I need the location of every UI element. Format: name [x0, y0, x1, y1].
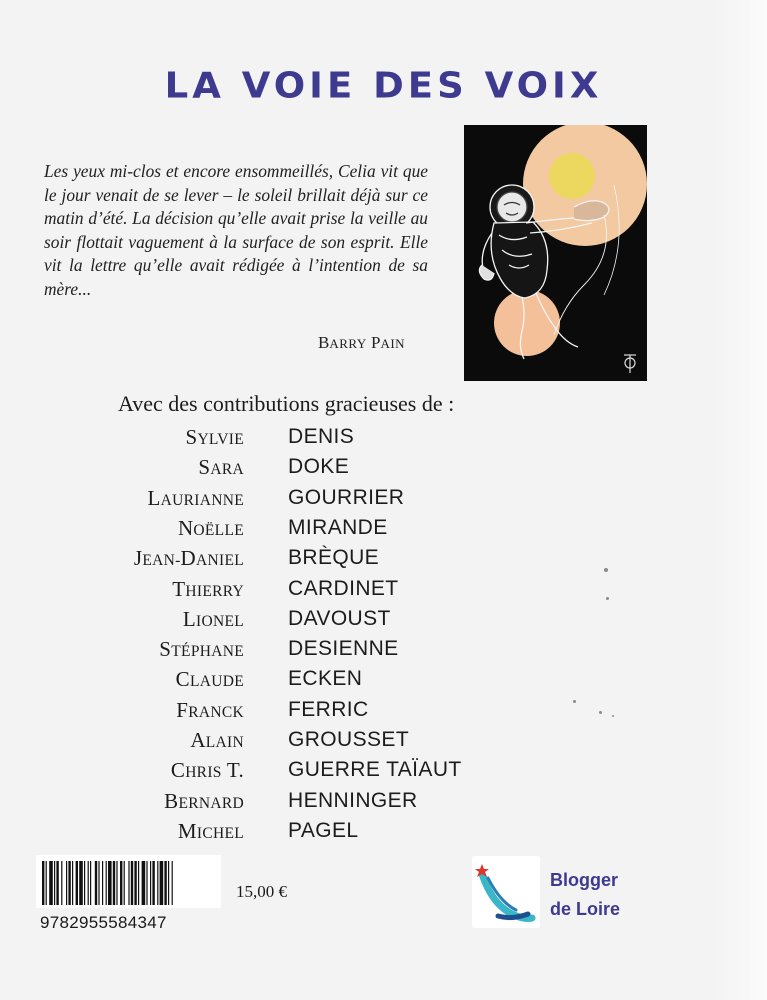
barcode-bars — [36, 855, 221, 908]
publisher-name-line1: Blogger — [550, 870, 619, 890]
contributor-row — [0, 637, 767, 667]
contributor-first-name: ALAIN — [190, 728, 244, 752]
contributor-last-name: GOURRIER — [288, 485, 405, 509]
contributor-last-name: DESIENNE — [288, 637, 399, 661]
barcode-bar — [157, 861, 158, 905]
contributor-first-name: SYLVIE — [185, 425, 244, 449]
contributor-first-name: JEAN-DANIEL — [133, 546, 244, 571]
barcode-bar — [76, 861, 78, 905]
contributor-row — [0, 486, 767, 516]
contributor-first-name: THIERRY — [172, 576, 244, 601]
blurb-author: BARRY PAIN — [318, 333, 406, 352]
contributor-first-name: FRANCK — [176, 697, 244, 722]
barcode-bar — [150, 861, 151, 905]
contributor-row — [0, 667, 767, 697]
barcode-bar — [138, 861, 139, 905]
contributor-first-name: BERNARD — [164, 788, 244, 813]
contributor-last-name: BRÈQUE — [288, 546, 380, 570]
contributor-last-name: DOKE — [288, 455, 350, 479]
astronaut-illustration — [464, 125, 647, 381]
contributor-last-name: PAGEL — [288, 818, 359, 842]
barcode-bar — [146, 861, 147, 905]
barcode-bar — [66, 861, 67, 905]
barcode-bar — [142, 861, 146, 905]
barcode-bar — [108, 861, 112, 905]
barcode-bar — [164, 861, 166, 905]
contributor-last-name: GUERRE TAÏAUT — [288, 758, 462, 782]
contributor-first-name: SARA — [198, 455, 244, 480]
contributor-row — [0, 789, 767, 819]
publisher-name-line2: de Loire — [550, 899, 621, 919]
barcode-bar — [106, 861, 107, 905]
contributor-first-name: MICHEL — [177, 818, 244, 843]
contributor-last-name: ECKEN — [288, 667, 363, 691]
barcode-bar — [152, 861, 154, 905]
barcode-bar — [54, 861, 55, 905]
barcode-bar — [95, 861, 97, 905]
contributor-row — [0, 516, 767, 546]
barcode-bar — [68, 861, 70, 905]
barcode-bar — [90, 861, 91, 905]
barcode-bar — [116, 861, 117, 905]
contributions-heading: Avec des contributions gracieuses de : — [118, 391, 455, 416]
barcode-bar — [131, 861, 133, 905]
contributor-last-name: GROUSSET — [288, 728, 410, 751]
isbn-number: 9782955584347 — [40, 913, 167, 932]
contributor-row — [0, 425, 767, 455]
barcode-bar — [128, 861, 129, 905]
dust-speck — [606, 597, 609, 600]
dust-speck — [612, 715, 614, 717]
barcode-bar — [61, 861, 62, 905]
contributor-row — [0, 758, 767, 788]
contributor-row — [0, 698, 767, 728]
barcode — [36, 855, 221, 908]
barcode-bar — [46, 861, 47, 905]
publisher-name — [550, 866, 650, 924]
contributor-row — [0, 577, 767, 607]
barcode-bar — [168, 861, 169, 905]
comet-logo-icon — [472, 856, 540, 928]
publisher-logo — [472, 856, 540, 928]
barcode-bar — [49, 861, 53, 905]
book-title: LA VOIE DES VOIX — [164, 65, 603, 106]
contributor-last-name: HENNINGER — [288, 788, 418, 812]
back-cover-blurb: Les yeux mi-clos et encore ensommeillés, Celia vit que le jour venait de se lever – le soleil brillait déjà sur ce matin d’été. La décision qu’elle avait prise la veille au soir flottait vaguement à la surface de son esprit. Elle vit la lettre qu’elle avait rédigée à l’intention de sa mère... — [44, 161, 428, 299]
barcode-bar — [120, 861, 122, 905]
barcode-bar — [98, 861, 99, 905]
contributor-first-name: LIONEL — [182, 606, 244, 631]
barcode-bar — [79, 861, 83, 905]
price: 15,00 € — [236, 882, 287, 901]
dust-speck — [604, 568, 608, 572]
contributor-row — [0, 546, 767, 576]
contributor-row — [0, 728, 767, 758]
contributor-last-name: CARDINET — [288, 576, 399, 600]
barcode-bar — [84, 861, 85, 905]
barcode-bar — [42, 861, 44, 905]
contributor-last-name: DENIS — [288, 425, 355, 448]
small-orange-planet — [494, 290, 560, 356]
contributor-row — [0, 455, 767, 485]
dust-speck — [599, 711, 602, 714]
contributor-row — [0, 819, 767, 849]
contributor-first-name: LAURIANNE — [147, 485, 244, 510]
barcode-bar — [113, 861, 115, 905]
contributor-last-name: FERRIC — [288, 697, 369, 721]
barcode-bar — [88, 861, 89, 905]
barcode-bar — [72, 861, 73, 905]
barcode-bar — [134, 861, 136, 905]
dust-speck — [573, 700, 576, 703]
barcode-bar — [172, 861, 173, 905]
barcode-bar — [102, 861, 103, 905]
yellow-sun — [549, 153, 595, 199]
barcode-bar — [56, 861, 58, 905]
barcode-bar — [124, 861, 125, 905]
contributor-last-name: DAVOUST — [288, 606, 391, 630]
contributor-first-name: CLAUDE — [175, 667, 244, 692]
contributor-first-name: STÉPHANE — [159, 637, 244, 662]
contributor-row — [0, 607, 767, 637]
barcode-bar — [160, 861, 164, 905]
contributor-first-name: NOËLLE — [177, 515, 244, 540]
contributor-last-name: MIRANDE — [288, 515, 388, 539]
contributor-first-name: CHRIS T. — [170, 758, 244, 783]
